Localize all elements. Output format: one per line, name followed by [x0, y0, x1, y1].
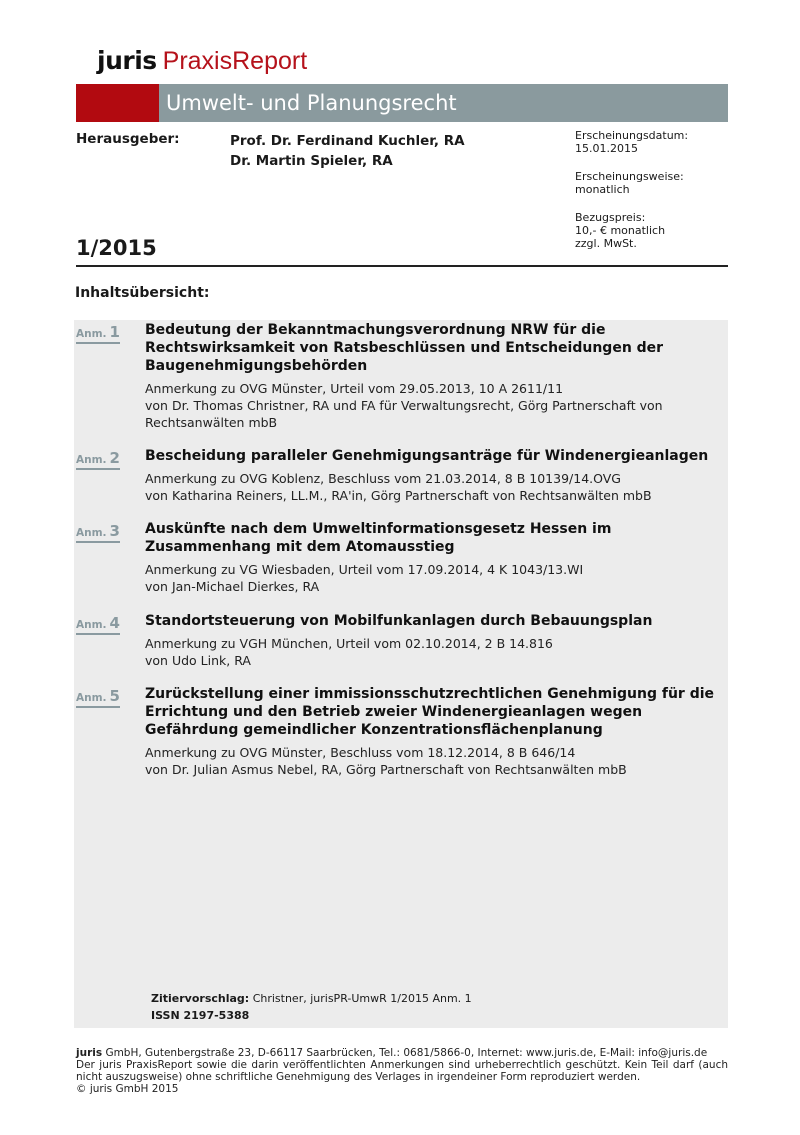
anm-badge [76, 686, 120, 708]
toc-entry [145, 612, 725, 669]
copyright-notice: Der juris PraxisReport sowie die darin veröffentlichten Anmerkungen sind urheberrechtlich geschützt. Kein Teil darf (auch nicht auszugsweise) ohne schriftliche Genehmigung des Verlages in irgendeiner Form reproduziert werden. [76, 1059, 728, 1083]
price-value: 10,- € monatlich [575, 224, 666, 237]
editor-name: Prof. Dr. Ferdinand Kuchler, RA [230, 133, 465, 149]
herausgeber-label: Herausgeber: [76, 131, 180, 147]
toc-entry [145, 685, 725, 778]
entry-author: von Dr. Julian Asmus Nebel, RA, Görg Partnerschaft von Rechtsanwälten mbB [145, 762, 627, 777]
entry-author: von Dr. Thomas Christner, RA und FA für Verwaltungsrecht, Görg Partnerschaft von Rechtsanwälten mbB [145, 398, 663, 430]
anm-word: Anm. [76, 328, 107, 340]
toc-heading: Inhaltsübersicht: [75, 285, 210, 301]
entry-details [145, 380, 725, 431]
price-note: zzgl. MwSt. [575, 237, 637, 250]
entry-title[interactable]: Bedeutung der Bekanntmachungsverordnung NRW für die Rechtswirksamkeit von Ratsbeschlüssen und Entscheidungen der Baugenehmigungsbehörden [145, 322, 664, 374]
entry-court: Anmerkung zu OVG Münster, Beschluss vom 18.12.2014, 8 B 646/14 [145, 745, 576, 760]
juris-praxisreport-logo [97, 46, 307, 76]
entry-court: Anmerkung zu OVG Münster, Urteil vom 29.05.2013, 10 A 2611/11 [145, 381, 564, 396]
anm-number: 1 [109, 323, 120, 341]
logo-brand: juris [97, 46, 157, 75]
toc-entry [145, 321, 725, 431]
entry-author: von Jan-Michael Dierkes, RA [145, 579, 320, 594]
entry-court: Anmerkung zu OVG Koblenz, Beschluss vom 21.03.2014, 8 B 10139/14.OVG [145, 471, 621, 486]
anm-badge [76, 322, 120, 344]
entry-title[interactable]: Zurückstellung einer immissionsschutzrechtlichen Genehmigung für die Errichtung und den Betrieb zweier Windenergieanlagen wegen Gefährdung gemeindlicher Konzentrationsflächenplanung [145, 686, 715, 738]
entry-details [145, 635, 725, 669]
entry-author: von Udo Link, RA [145, 653, 251, 668]
anm-badge [76, 448, 120, 470]
footer-company-info: GmbH, Gutenbergstraße 23, D-66117 Saarbrücken, Tel.: 0681/5866-0, Internet: www.juris.de, E-Mail: info@juris.de [102, 1047, 708, 1059]
date-value: 15.01.2015 [575, 142, 638, 155]
toc-panel [74, 320, 728, 1028]
entry-court: Anmerkung zu VGH München, Urteil vom 02.10.2014, 2 B 14.816 [145, 636, 553, 651]
copyright-line: © juris GmbH 2015 [76, 1083, 179, 1095]
mode-value: monatlich [575, 183, 630, 196]
toc-entry [145, 520, 725, 595]
header-divider [76, 265, 728, 267]
anm-word: Anm. [76, 527, 107, 539]
publication-meta [575, 129, 688, 265]
anm-word: Anm. [76, 692, 107, 704]
price-label: Bezugspreis: [575, 211, 646, 224]
entry-title[interactable]: Bescheidung paralleler Genehmigungsanträge für Windenergieanlagen [145, 448, 709, 464]
entry-court: Anmerkung zu VG Wiesbaden, Urteil vom 17.09.2014, 4 K 1043/13.WI [145, 562, 584, 577]
issn: ISSN 2197-5388 [151, 1009, 250, 1022]
citation-label: Zitiervorschlag: [151, 992, 250, 1005]
anm-word: Anm. [76, 619, 107, 631]
banner-title: Umwelt- und Planungsrecht [166, 91, 457, 115]
title-banner [76, 84, 728, 122]
issue-number: 1/2015 [76, 236, 157, 260]
entry-title[interactable]: Auskünfte nach dem Umweltinformationsgesetz Hessen im Zusammenhang mit dem Atomausstieg [145, 521, 612, 555]
anm-badge [76, 521, 120, 543]
mode-label: Erscheinungsweise: [575, 170, 684, 183]
editors-list [230, 131, 465, 171]
anm-badge [76, 613, 120, 635]
toc-entry [145, 447, 725, 504]
footer-company-bold: juris [76, 1047, 103, 1059]
entry-details [145, 470, 725, 504]
entry-title[interactable]: Standortsteuerung von Mobilfunkanlagen durch Bebauungsplan [145, 613, 653, 629]
anm-number: 3 [109, 522, 120, 540]
citation-text: Christner, jurisPR-UmwR 1/2015 Anm. 1 [252, 992, 472, 1005]
anm-number: 2 [109, 449, 120, 467]
page-footer [76, 1047, 728, 1095]
date-label: Erscheinungsdatum: [575, 129, 689, 142]
entry-author: von Katharina Reiners, LL.M., RA'in, Görg Partnerschaft von Rechtsanwälten mbB [145, 488, 652, 503]
entry-details [145, 744, 725, 778]
citation-block [151, 990, 472, 1024]
banner-red-block [76, 84, 159, 122]
logo-product: PraxisReport [162, 47, 308, 75]
anm-word: Anm. [76, 454, 107, 466]
editor-name: Dr. Martin Spieler, RA [230, 153, 393, 169]
anm-number: 5 [109, 687, 120, 705]
entry-details [145, 561, 725, 595]
anm-number: 4 [109, 614, 120, 632]
